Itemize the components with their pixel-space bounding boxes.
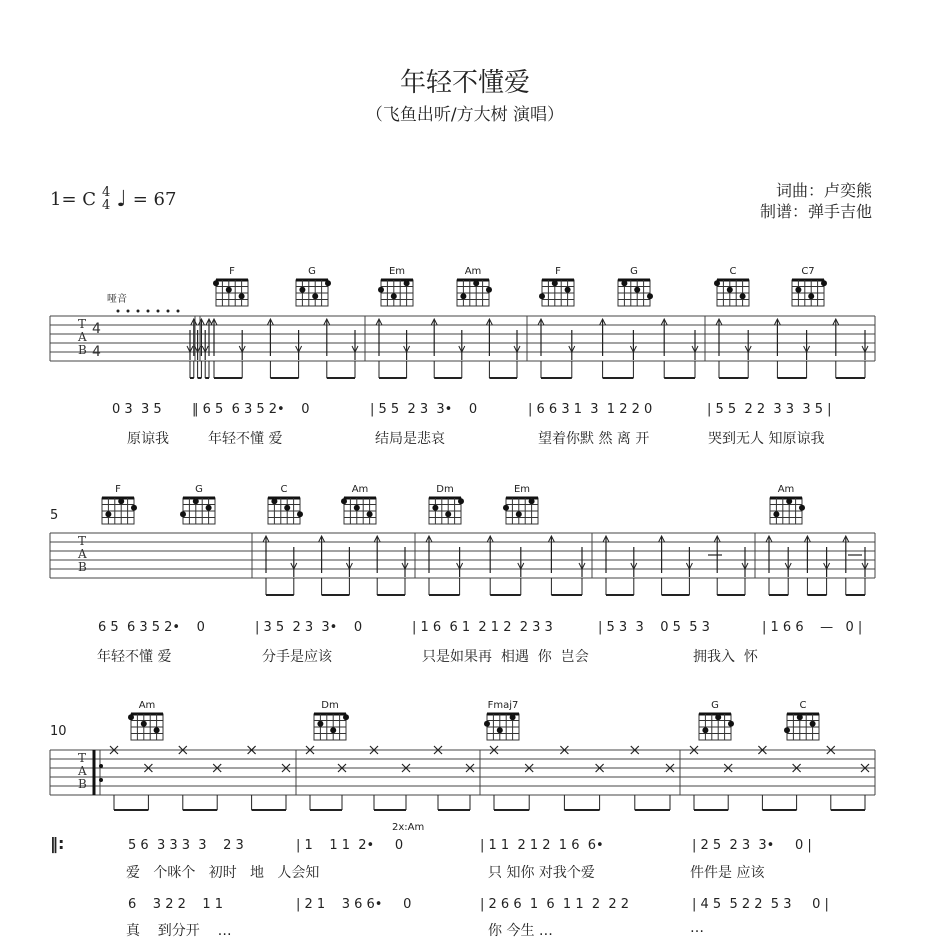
chord-name: G	[308, 266, 316, 277]
chord-finger-dot	[773, 511, 779, 517]
lyric-line: 结局是悲哀	[375, 431, 445, 447]
time-sig-tab: 4	[92, 344, 101, 360]
chord-finger-dot	[810, 721, 816, 727]
chord-name: Am	[464, 266, 482, 277]
repeat-start-sign: ‖:	[50, 834, 65, 853]
jianpu-measure: | 6 6 3 1 3 1 2 2 0	[528, 402, 653, 417]
lyric-line: 拥我入 怀	[693, 649, 758, 665]
chord-finger-dot	[299, 287, 305, 293]
chord-name: Am	[777, 484, 795, 495]
chord-finger-dot	[727, 287, 733, 293]
chord-finger-dot	[740, 293, 746, 299]
mute-dot	[177, 310, 180, 313]
chord-finger-dot	[539, 293, 545, 299]
chord-finger-dot	[728, 721, 734, 727]
chord-finger-dot	[821, 280, 827, 286]
chord-finger-dot	[714, 280, 720, 286]
chord-finger-dot	[297, 511, 303, 517]
jianpu-measure: | 5 5 2 2 3 3 3 5 |	[707, 402, 832, 417]
chord-finger-dot	[797, 714, 803, 720]
chord-finger-dot	[484, 721, 490, 727]
chord-finger-dot	[460, 293, 466, 299]
lyric-line: 望着你默 然 离 开	[538, 431, 650, 447]
chord-name: F	[555, 266, 561, 277]
time-sig-tab: 4	[92, 321, 101, 337]
tab-clef-letter: B	[78, 343, 87, 357]
jianpu-measure: | 1 6 6 1 2 1 2 2 3 3	[412, 620, 553, 635]
chord-name: Dm	[321, 700, 339, 711]
lyric-line: 只 知你 对我个爱	[488, 865, 595, 881]
chord-name: Dm	[436, 484, 454, 495]
volta-annotation: 2x:Am	[392, 822, 425, 833]
chord-finger-dot	[391, 293, 397, 299]
tempo-value: = 67	[132, 188, 177, 210]
lyricist-composer: 词曲：卢奕熊	[775, 181, 872, 200]
tab-clef-letter: A	[78, 764, 87, 778]
tab-clef-letter: B	[78, 777, 87, 791]
chord-finger-dot	[105, 511, 111, 517]
tab-clef-letter: B	[78, 560, 87, 574]
lyric-line: 件件是 应该	[690, 865, 765, 881]
mute-dot	[137, 310, 140, 313]
system-number: 5	[50, 508, 59, 523]
chord-name: C	[799, 700, 807, 711]
lyric-line: 你 今生 …	[488, 923, 553, 939]
jianpu-measure: 6 3 2 2 1 1	[128, 897, 224, 912]
chord-finger-dot	[565, 287, 571, 293]
chord-finger-dot	[325, 280, 331, 286]
chord-finger-dot	[284, 505, 290, 511]
arranger: 制谱：弹手吉他	[759, 202, 872, 221]
chord-finger-dot	[118, 498, 124, 504]
jianpu-measure: | 3 5 2 3 3• 0	[255, 620, 363, 635]
chord-name: Em	[388, 266, 406, 277]
lyric-line: 哭到无人 知原谅我	[708, 431, 825, 447]
chord-finger-dot	[503, 505, 509, 511]
tab-clef-letter: A	[78, 330, 87, 344]
lyric-line: 原谅我	[127, 431, 169, 447]
lyric-line: 分手是应该	[262, 649, 332, 665]
chord-name: C	[729, 266, 737, 277]
chord-finger-dot	[206, 505, 212, 511]
quarter-note-icon: ♩	[116, 186, 127, 212]
chord-finger-dot	[799, 505, 805, 511]
tab-clef-letter: T	[78, 317, 87, 331]
jianpu-measure: | 2 1 3 6 6• 0	[296, 897, 412, 912]
chord-finger-dot	[343, 714, 349, 720]
mute-dot	[117, 310, 120, 313]
chord-finger-dot	[341, 498, 347, 504]
mute-annotation: 哑音	[107, 294, 127, 305]
chord-name: Am	[138, 700, 156, 711]
jianpu-measure: 0 3 3 5	[112, 402, 162, 417]
chord-finger-dot	[784, 727, 790, 733]
chord-name: G	[630, 266, 638, 277]
jianpu-measure: | 1 1 1 2• 0	[296, 838, 404, 853]
chord-finger-dot	[647, 293, 653, 299]
tab-clef-letter: A	[78, 547, 87, 561]
mute-dot	[157, 310, 160, 313]
chord-finger-dot	[715, 714, 721, 720]
repeat-dot	[99, 764, 103, 768]
chord-finger-dot	[141, 721, 147, 727]
chord-finger-dot	[445, 511, 451, 517]
mute-dot	[147, 310, 150, 313]
lyric-line: 年轻不懂 爱	[208, 431, 283, 447]
chord-name: C7	[801, 266, 815, 277]
jianpu-measure: 5 6 3 3 3 3 2 3	[128, 838, 244, 853]
lyric-line: 只是如果再 相遇 你 岂会	[422, 649, 589, 665]
chord-name: Am	[351, 484, 369, 495]
chord-finger-dot	[330, 727, 336, 733]
chord-finger-dot	[458, 498, 464, 504]
lyric-line: 爱 个咪个 初时 地 人会知	[126, 865, 320, 881]
chord-finger-dot	[271, 498, 277, 504]
jianpu-measure: | 2 5 2 3 3• 0 |	[692, 838, 812, 853]
lyric-line: 年轻不懂 爱	[97, 649, 172, 665]
chord-name: Em	[513, 484, 531, 495]
chord-finger-dot	[131, 505, 137, 511]
chord-finger-dot	[239, 293, 245, 299]
jianpu-measure: | 5 5 2 3 3• 0	[370, 402, 478, 417]
page-subtitle: （飞鱼出听/方大树 演唱）	[365, 105, 565, 125]
chord-finger-dot	[808, 293, 814, 299]
chord-finger-dot	[404, 280, 410, 286]
time-sig-bottom: 4	[102, 198, 111, 213]
chord-finger-dot	[486, 287, 492, 293]
chord-finger-dot	[473, 280, 479, 286]
jianpu-measure: | 1 6 6 — 0 |	[762, 620, 863, 635]
chord-name: G	[195, 484, 203, 495]
chord-finger-dot	[180, 511, 186, 517]
chord-finger-dot	[621, 280, 627, 286]
chord-finger-dot	[354, 505, 360, 511]
chord-finger-dot	[193, 498, 199, 504]
chord-name: C	[280, 484, 288, 495]
chord-finger-dot	[702, 727, 708, 733]
tab-clef-letter: T	[78, 751, 87, 765]
chord-name: Fmaj7	[487, 700, 519, 711]
system-number: 10	[50, 724, 67, 739]
jianpu-measure: 6 5 6 3 5 2• 0	[98, 620, 205, 635]
mute-dot	[167, 310, 170, 313]
chord-finger-dot	[510, 714, 516, 720]
chord-finger-dot	[128, 714, 134, 720]
page-title: 年轻不懂爱	[399, 68, 530, 98]
jianpu-measure: | 2 6 6 1 6 1 1 2 2 2	[480, 897, 630, 912]
chord-finger-dot	[154, 727, 160, 733]
chord-name: G	[711, 700, 719, 711]
time-sig-top: 4	[102, 185, 111, 200]
chord-finger-dot	[786, 498, 792, 504]
chord-finger-dot	[226, 287, 232, 293]
tab-clef-letter: T	[78, 534, 87, 548]
chord-finger-dot	[213, 280, 219, 286]
chord-finger-dot	[367, 511, 373, 517]
jianpu-measure: ‖ 6 5 6 3 5 2• 0	[192, 402, 310, 417]
chord-finger-dot	[634, 287, 640, 293]
repeat-dot	[99, 778, 103, 782]
chord-finger-dot	[516, 511, 522, 517]
chord-finger-dot	[497, 727, 503, 733]
chord-finger-dot	[317, 721, 323, 727]
chord-finger-dot	[529, 498, 535, 504]
chord-name: F	[115, 484, 121, 495]
chord-name: F	[229, 266, 235, 277]
lyric-line: …	[690, 920, 704, 936]
jianpu-measure: | 1 1 2 1 2 1 6 6•	[480, 838, 604, 853]
jianpu-measure: | 5 3 3 0 5 5 3	[598, 620, 710, 635]
mute-dot	[127, 310, 130, 313]
key-signature: 1= C	[50, 188, 97, 210]
jianpu-measure: | 4 5 5 2 2 5 3 0 |	[692, 897, 829, 912]
chord-finger-dot	[795, 287, 801, 293]
lyric-line: 真 到分开 …	[126, 923, 232, 939]
chord-finger-dot	[378, 287, 384, 293]
chord-finger-dot	[312, 293, 318, 299]
chord-finger-dot	[552, 280, 558, 286]
chord-finger-dot	[432, 505, 438, 511]
